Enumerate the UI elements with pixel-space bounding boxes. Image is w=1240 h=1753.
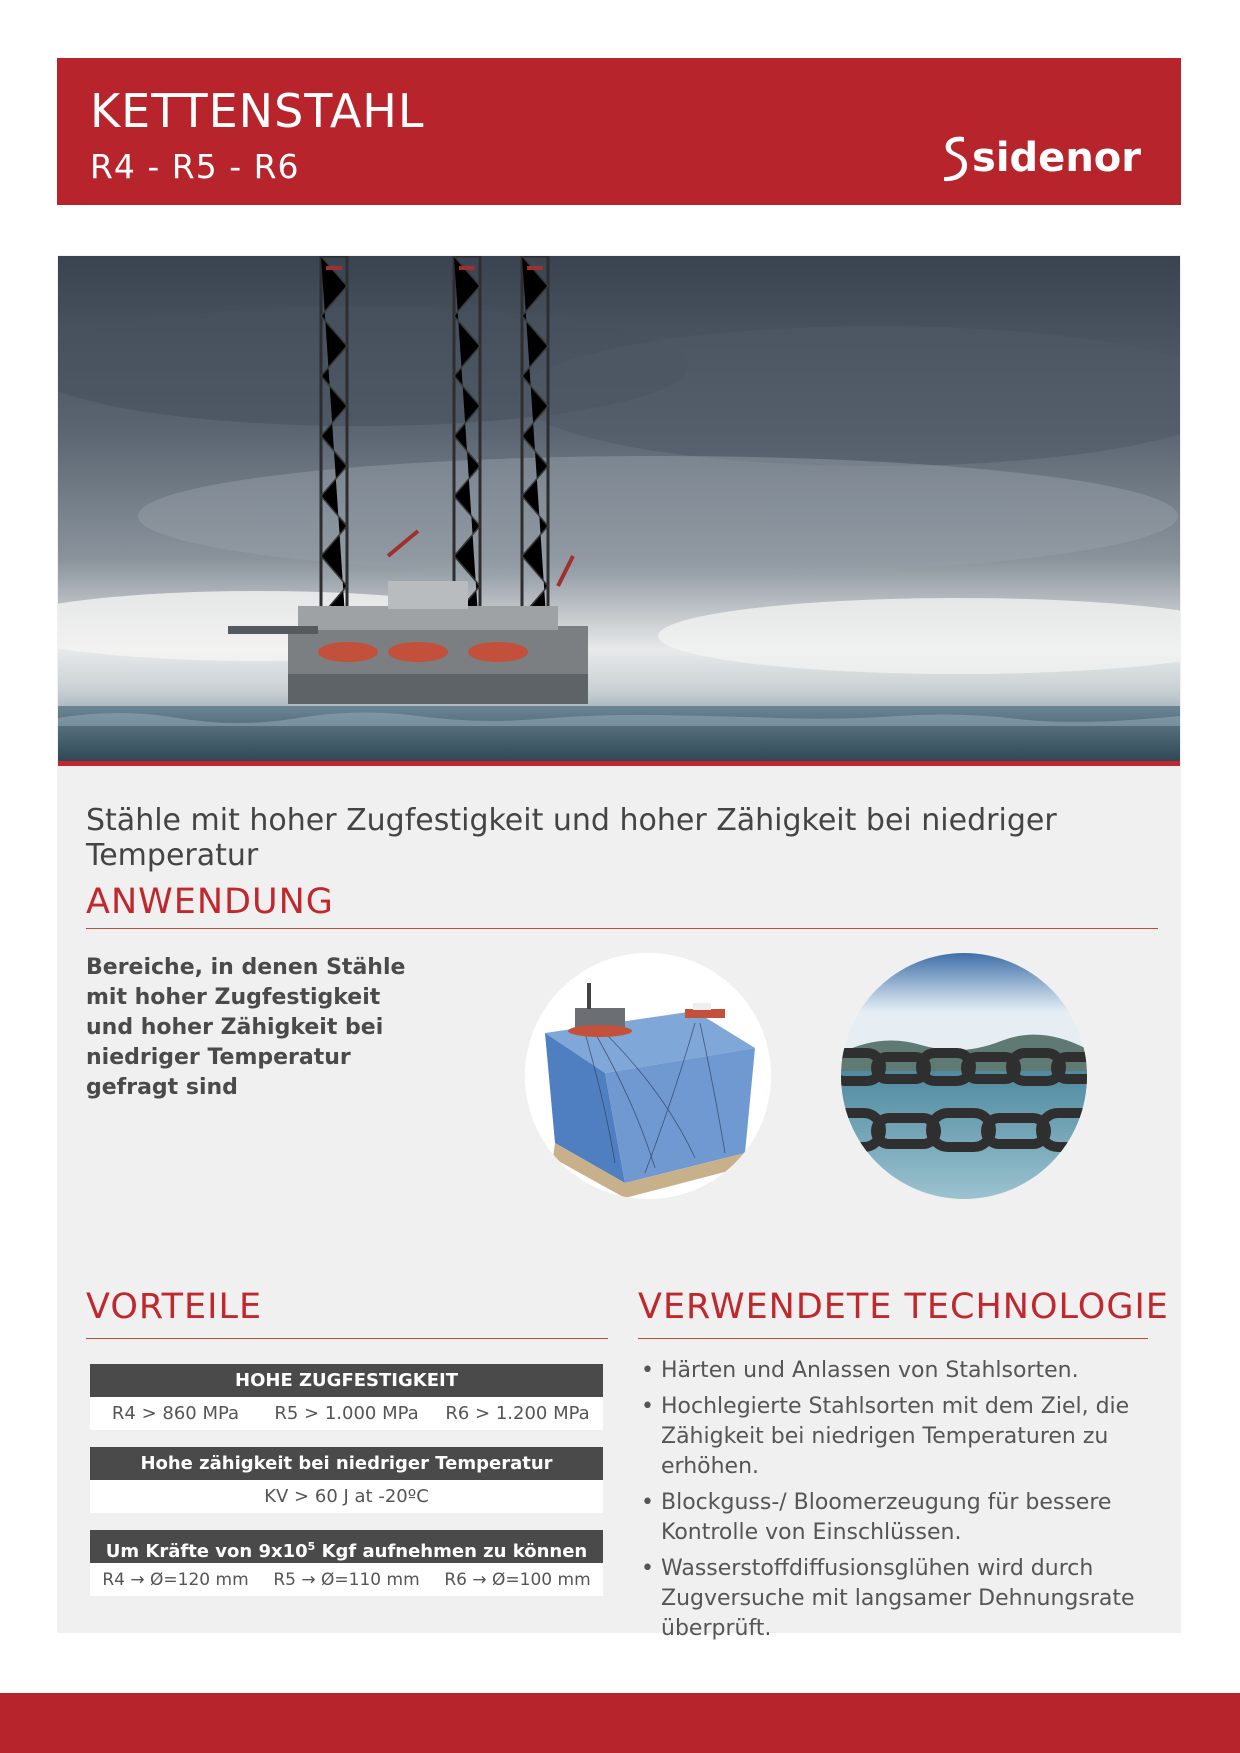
spec-table-header: Hohe zähigkeit bei niedriger Temperatur [90,1447,603,1480]
section-rule [638,1338,1148,1339]
intro-line: gefragt sind [86,1075,238,1100]
spec-table-row [90,1563,603,1596]
bullet-icon: • [641,1556,654,1581]
section-rule [86,928,1158,929]
spec-cell: R5 > 1.000 MPa [274,1403,419,1424]
spec-table-toughness [90,1447,603,1513]
list-item-text: Blockguss-/ Bloomerzeugung für bessere Kontrolle von Einschlüssen. [661,1490,1112,1545]
logo-wordmark: sidenor [972,135,1141,181]
bullet-icon: • [641,1358,654,1383]
list-item [639,1356,1169,1386]
document-title: KETTENSTAHL [90,84,425,138]
intro-line: mit hoher Zugfestigkeit [86,985,381,1010]
spec-table-header: HOHE ZUGFESTIGKEIT [90,1364,603,1397]
list-item-text: Härten und Anlassen von Stahlsorten. [661,1358,1079,1383]
platform-illustration-image [525,953,771,1199]
technology-list [639,1356,1169,1650]
spec-table-forces [90,1530,603,1596]
spec-cell: R5 → Ø=110 mm [273,1569,420,1590]
spec-header-prefix: Um Kräfte von 9x10 [105,1541,308,1562]
document-subtitle: R4 - R5 - R6 [90,147,300,186]
spec-cell: R4 → Ø=120 mm [102,1569,249,1590]
section-title-anwendung: ANWENDUNG [86,882,334,922]
anwendung-intro [86,953,406,1103]
hero-image [58,256,1180,761]
spec-table-row [90,1480,603,1513]
list-item [639,1488,1169,1548]
spec-header-exponent: 5 [307,1540,316,1553]
intro-line: Bereiche, in denen Stähle [86,955,406,980]
list-item [639,1392,1169,1482]
intro-line: und hoher Zähigkeit bei [86,1015,384,1040]
spec-header-suffix: Kgf aufnehmen zu können [315,1541,588,1562]
mooring-chain-image [841,953,1087,1199]
list-item-text: Hochlegierte Stahlsorten mit dem Ziel, die Zähigkeit bei niedrigen Temperaturen zu erhöhen. [661,1394,1130,1479]
bullet-icon: • [641,1394,654,1419]
sidenor-s-icon [940,133,970,183]
spec-cell: R6 > 1.200 MPa [445,1403,590,1424]
spec-cell: R6 → Ø=100 mm [444,1569,591,1590]
spec-cell: KV > 60 J at -20ºC [264,1486,429,1507]
section-title-vorteile: VORTEILE [86,1287,263,1327]
section-title-technologie: VERWENDETE TECHNOLOGIE [638,1287,1169,1327]
content-panel [57,255,1181,1641]
hero-divider [58,761,1180,766]
footer-band [0,1693,1240,1753]
intro-line: niedriger Temperatur [86,1045,351,1070]
spec-cell: R4 > 860 MPa [111,1403,240,1424]
spec-table-header [90,1530,603,1563]
list-item [639,1554,1169,1644]
header-banner [57,58,1181,205]
tagline: Stähle mit hoher Zugfestigkeit und hoher Zähigkeit bei niedriger Temperatur [86,803,1057,873]
sidenor-logo [940,130,1141,186]
spec-table-row [90,1397,603,1430]
bullet-icon: • [641,1490,654,1515]
section-rule [86,1338,608,1339]
spec-table-tensile [90,1364,603,1430]
list-item-text: Wasserstoffdiffusionsglühen wird durch Zugversuche mit langsamer Dehnungsrate überprüft. [661,1556,1135,1641]
